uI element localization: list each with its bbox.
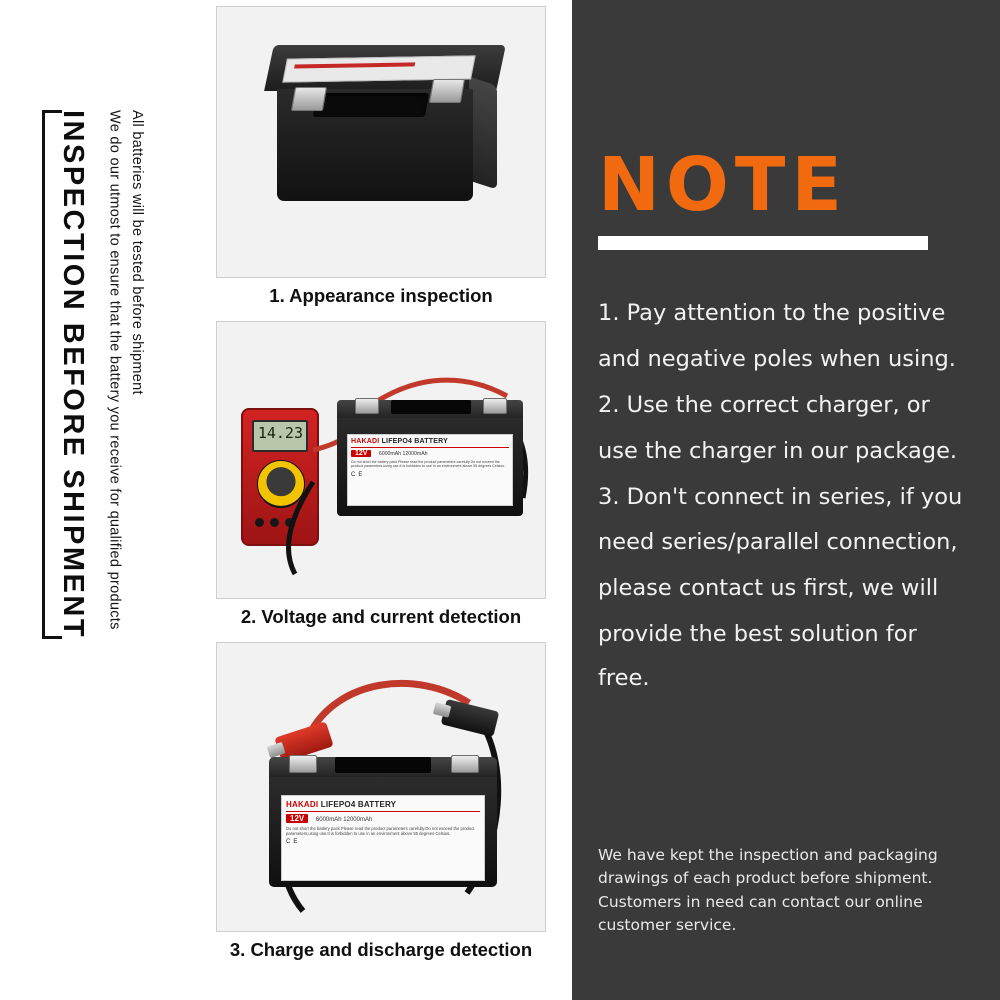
note-line: provide the best solution for free. [598, 621, 917, 691]
battery-terminal-negative [451, 755, 479, 773]
battery-brand: HAKADI [286, 799, 319, 809]
battery-certification-marks: CE [351, 471, 366, 478]
photo-item-voltage [216, 321, 546, 638]
photo-caption-2: 2. Voltage and current detection [240, 605, 522, 627]
right-panel [572, 0, 1000, 1000]
battery-voltage: 12V [286, 814, 308, 823]
note-line: use the charger in our package. [598, 437, 958, 464]
battery-capacity-2: 12000mAh [343, 816, 373, 823]
note-title: NOTE [598, 142, 848, 228]
vertical-subtitle-2: All batteries will be tested before shipment [129, 110, 145, 395]
battery-side-face [469, 76, 497, 189]
vertical-heading-block [52, 110, 144, 790]
photo-column [216, 6, 546, 974]
note-line: need series/parallel connection, [598, 529, 958, 556]
battery-warning-text: Do not short the battery pack.Please read the product parameters carefully.Do not exceed the product parameters,using use.It is forbidden to use in an environment above 55 degrees Celsius. [286, 825, 475, 836]
battery-illustration-2 [337, 394, 523, 520]
note-underline-decoration [598, 236, 928, 250]
battery-brand: HAKADI [351, 437, 380, 445]
battery-capacity-1: 6000mAh [378, 450, 402, 457]
photo-caption-3: 3. Charge and discharge detection [229, 938, 533, 960]
note-line: 2. Use the correct charger, or [598, 391, 930, 418]
battery-terminal-positive [291, 87, 327, 111]
page-title: INSPECTION BEFORE SHIPMENT [57, 110, 89, 640]
bracket-decoration [42, 110, 62, 639]
battery-terminal-negative [483, 398, 507, 414]
battery-terminal-positive [355, 398, 379, 414]
note-list [598, 292, 974, 701]
battery-model: LIFEPO4 BATTERY [320, 799, 397, 809]
note-line: 1. Pay attention to the positive [598, 300, 946, 326]
battery-handle-recess [335, 757, 431, 773]
battery-certification-marks: CE [286, 839, 301, 846]
note-line: and negative poles when using. [598, 345, 956, 372]
photo-voltage-current-detection [216, 321, 546, 599]
photo-item-charge [216, 642, 546, 971]
battery-capacity-2: 12000mAh [402, 450, 428, 457]
note-footer: We have kept the inspection and packaging drawings of each product before shipment. Customers in need can contact our online customer service. [598, 845, 938, 935]
photo-item-appearance [216, 6, 546, 317]
photo-appearance-inspection [216, 6, 546, 278]
note-line: please contact us first, we will [598, 575, 939, 602]
battery-capacity-1: 6000mAh [315, 816, 342, 823]
battery-model: LIFEPO4 BATTERY [381, 437, 448, 445]
battery-illustration-3 [269, 753, 497, 887]
photo-caption-1: 1. Appearance inspection [269, 285, 493, 306]
battery-terminal-positive [289, 755, 317, 773]
battery-label [347, 434, 513, 506]
battery-warning-text: Do not short the battery pack.Please read the product parameters carefully.Do not exceed the product parameters,using use.It is forbidden to use in an environment above 55 degrees Celsius. [351, 459, 506, 469]
battery-label [281, 795, 485, 881]
battery-handle-recess [391, 400, 471, 414]
note-line: 3. Don't connect in series, if you [598, 483, 963, 510]
multimeter-display: 14.23 [252, 420, 308, 452]
photo-charge-discharge-detection [216, 642, 546, 932]
battery-handle-recess [313, 93, 429, 117]
vertical-subtitle-1: We do our utmost to ensure that the battery you receive for qualified products [106, 110, 123, 630]
vertical-title-wrap [52, 110, 93, 639]
battery-illustration-1 [269, 45, 501, 215]
battery-terminal-negative [429, 79, 465, 103]
battery-voltage: 12V [351, 450, 371, 457]
